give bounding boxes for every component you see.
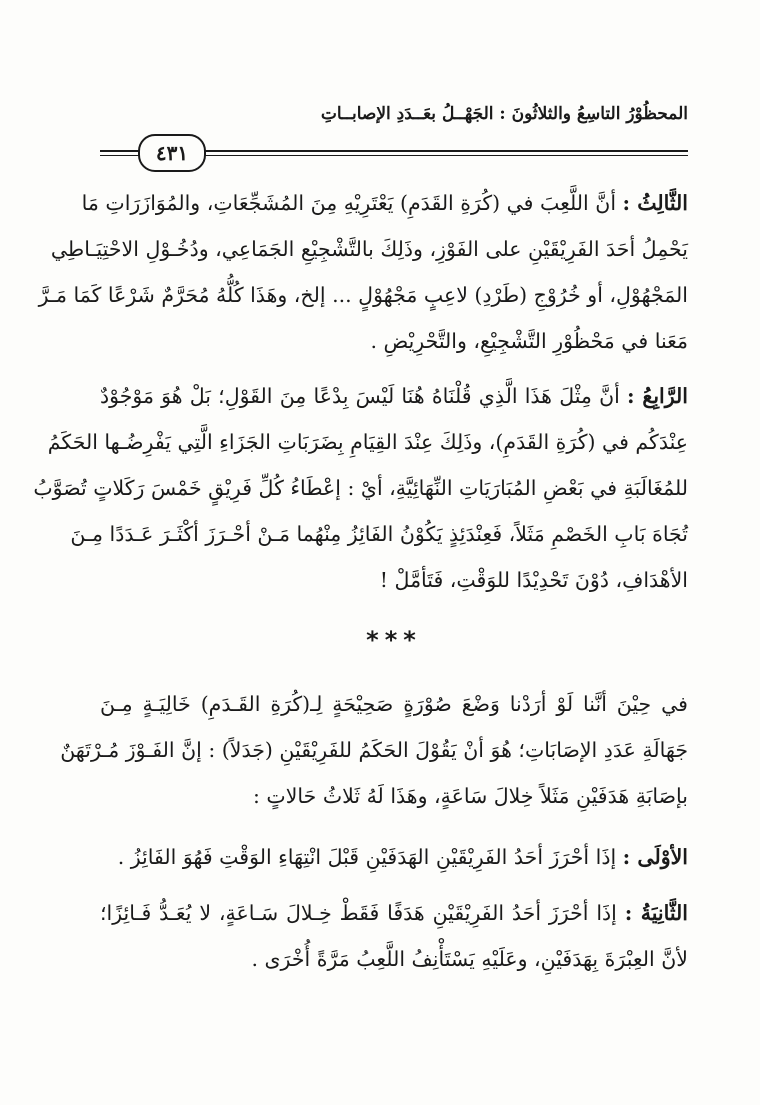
line-text: مَعَنا في مَحْظُوْرِ التَّشْجِيْعِ، والتَّحْرِيْضِ . xyxy=(370,329,688,353)
paragraph-first-case xyxy=(100,834,688,880)
paragraph-lead: الثَّانِيَةُ : xyxy=(624,901,688,925)
text-line xyxy=(50,226,688,272)
text-line xyxy=(100,318,688,364)
text-line xyxy=(100,681,688,727)
header-rule-right xyxy=(198,150,688,152)
line-text: عِنْدَكُم في (كُرَةِ القَدَمِ)، وذَلِكَ عِنْدَ القِيَامِ بِضَرَبَاتِ الجَزَاءِ الَّتِي يَفْرِضُـها الحَكَمُ xyxy=(47,430,688,454)
page-number: ٤٣١ xyxy=(138,134,206,172)
text-line xyxy=(70,511,688,557)
line-text: أنَّ اللَّعِبَ في (كُرَةِ القَدَمِ) يَعْتَرِيْهِ مِنَ المُشَجِّعَاتِ، والمُوَازَرَاتِ مَا xyxy=(81,191,623,215)
line-text: المَجْهُوْلِ، أو خُرُوْجِ (طَرْدِ) لاعِبٍ مَجْهُوْلٍ ... إلخ، وهَذَا كُلُّهُ مُحَرَّمٌ شَرْعًا كَمَا مَـرَّ xyxy=(38,283,688,307)
paragraph-second-case xyxy=(100,890,688,982)
paragraph-fourth xyxy=(33,373,688,603)
paragraph-proposal xyxy=(60,681,688,819)
paragraph-lead: الأوْلَى : xyxy=(622,845,688,869)
paragraph-lead: الثَّالِثُ : xyxy=(622,191,688,215)
line-text: يَحْمِلُ أحَدَ الفَرِيْقَيْنِ على الفَوْزِ، وذَلِكَ بالتَّشْجِيْعِ الجَمَاعِي، ودُخُـوْلِ الاحْتِيَـاطِي xyxy=(50,237,688,261)
text-line xyxy=(100,890,688,936)
line-text: إذَا أحْرَزَ أحَدُ الفَرِيْقَيْنِ هَدَفًا فَقَطْ خِـلالَ سَـاعَةٍ، لا يُعَـدُّ فَـائِزًا؛ xyxy=(100,901,625,925)
line-text: في حِيْنَ أنَّنا لَوْ أرَدْنا وَضْعَ صُوْرَةٍ صَحِيْحَةٍ لِـ(كُرَةِ القَـدَمِ) خَالِيَـةٍ مِـنَ xyxy=(100,692,688,716)
paragraph-third xyxy=(38,180,688,364)
line-text: تُجَاهَ بَابِ الخَصْمِ مَثَلاً، فَعِنْدَئِذٍ يَكُوْنُ الفَائِزُ مِنْهُما مَـنْ أحْـرَزَ أكْثَـرَ عَـدَدًا مِـنَ xyxy=(70,522,688,546)
text-line xyxy=(100,373,688,419)
text-line xyxy=(81,180,688,226)
text-line xyxy=(100,773,688,819)
line-text: أنَّ مِثْلَ هَذَا الَّذِي قُلْنَاهُ هُنَا لَيْسَ بِدْعًا مِنَ القَوْلِ؛ بَلْ هُوَ مَوْجُوْدٌ xyxy=(100,384,628,408)
text-line xyxy=(47,419,688,465)
line-text: إذَا أحْرَزَ أحَدُ الفَرِيْقَيْنِ الهَدَفَيْنِ قَبْلَ انْتِهَاءِ الوَقْتِ فَهُوَ الفَائِزُ . xyxy=(117,845,623,869)
text-line xyxy=(100,936,688,982)
section-separator: *** xyxy=(366,626,422,654)
paragraph-lead: الرَّابِعُ : xyxy=(627,384,688,408)
header-rule-thin-left xyxy=(100,155,142,156)
header-rule-thin-right xyxy=(198,155,688,156)
text-line xyxy=(33,465,688,511)
running-header: المحظُوْرُ التاسِعُ والثلاثُونَ : الجَهْــلُ بعَــدَدِ الإصابــاتِ xyxy=(320,104,688,124)
line-text: لأنَّ العِبْرَةَ بِهَدَفَيْنِ، وعَلَيْهِ يَسْتَأْنِفُ اللَّعِبُ مَرَّةً أُخْرَى . xyxy=(251,947,688,971)
line-text: الأهْدَافِ، دُوْنَ تَحْدِيْدًا للوَقْتِ، فَتَأمَّلْ ! xyxy=(379,568,688,592)
text-line xyxy=(100,557,688,603)
text-line xyxy=(60,727,688,773)
line-text: بإصَابَةِ هَدَفَيْنِ مَثَلاً خِلالَ سَاعَةٍ، وهَذَا لَهُ ثَلاثُ حَالاتٍ : xyxy=(252,784,688,808)
line-text: جَهَالَةِ عَدَدِ الإصَابَاتِ؛ هُوَ أنْ يَقُوْلَ الحَكَمُ للفَرِيْقَيْنِ (جَدَلاً) : إنَّ الفَـوْزَ مُـرْتَهَنٌ xyxy=(60,738,688,762)
text-line xyxy=(100,834,688,880)
header-rule-left xyxy=(100,150,142,152)
line-text: للمُغَالَبَةِ في بَعْضِ المُبَارَيَاتِ النِّهَائِيَّةِ، أيْ : إعْطَاءُ كُلِّ فَرِيْقٍ خَمْسَ رَكَلاتٍ تُصَوَّبُ xyxy=(33,476,688,500)
text-line xyxy=(38,272,688,318)
